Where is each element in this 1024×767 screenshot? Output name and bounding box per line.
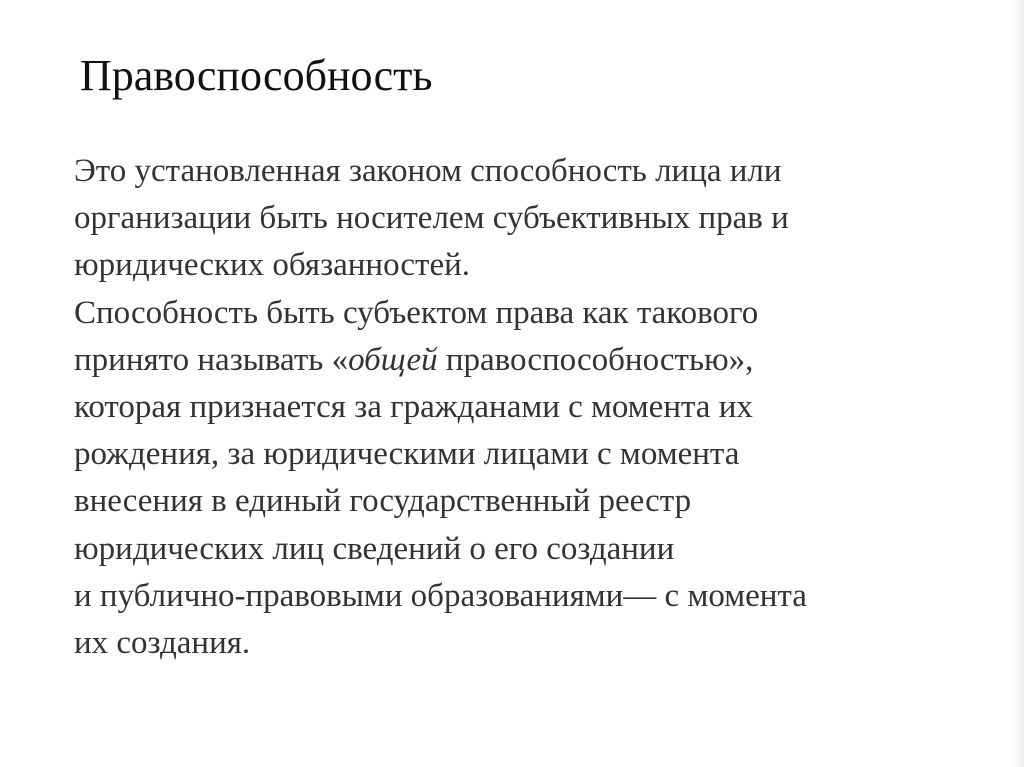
paragraph-2-line-4: рождения, за юридическими лицами с момента (74, 436, 740, 473)
paragraph-2-line-2-start: принято называть « (74, 341, 349, 378)
paragraph-2-line-2 (74, 337, 994, 384)
slide-body (74, 148, 994, 667)
paragraph-2-line-6: юридических лиц сведений о его создании (74, 530, 675, 567)
paragraph-2-line-2-end: правоспособностью», (437, 341, 754, 378)
paragraph-2-line-7: и публично-правовыми образованиями— с момента (74, 577, 807, 614)
paragraph-2-line-8: их создания. (74, 625, 251, 662)
slide-title: Правоспособность (80, 51, 433, 100)
paragraph-1-line-1: Это установленная законом способность лица или (74, 153, 782, 189)
paragraph-2-line-1: Способность быть субъектом права как такового (74, 294, 759, 331)
paragraph-1-line-3: юридических обязанностей. (74, 247, 471, 284)
paragraph-1-line-2: организации быть носителем субъективных прав и (74, 200, 789, 237)
emphasis-general: общей (348, 341, 438, 378)
edge-shadow (1010, 0, 1024, 767)
paragraph-2-line-3: которая признается за гражданами с момента их (74, 389, 753, 426)
paragraph-2-line-5: внесения в единый государственный реестр (74, 483, 692, 520)
